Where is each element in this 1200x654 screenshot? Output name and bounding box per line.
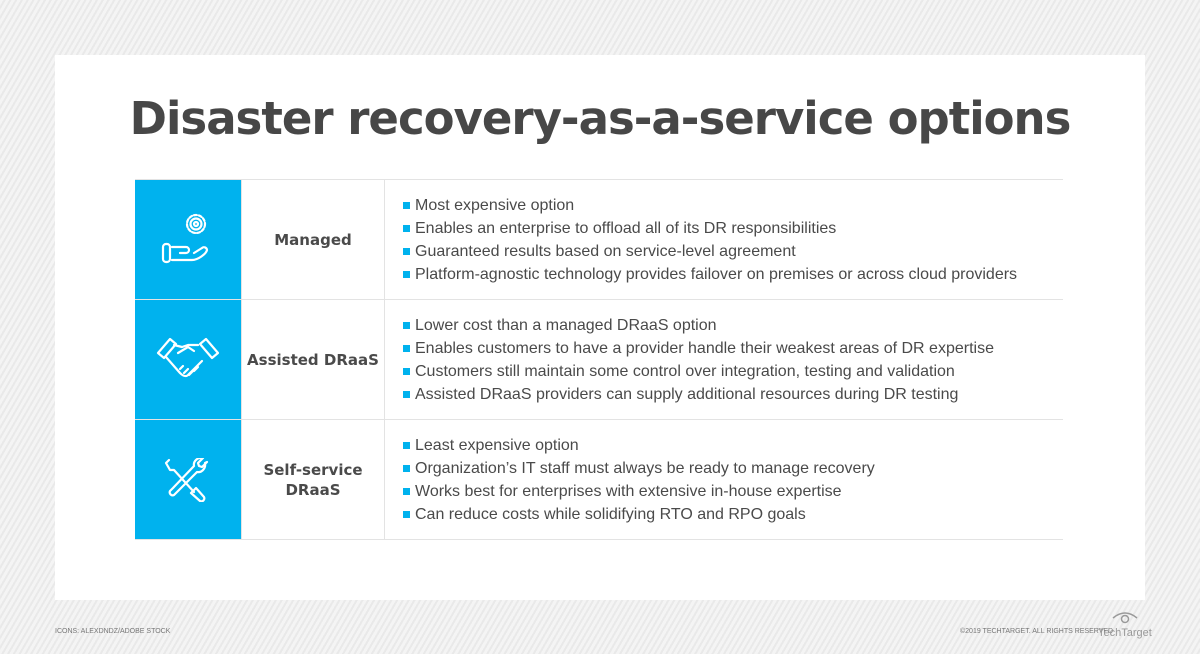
list-item: Lower cost than a managed DRaaS option (403, 314, 1063, 337)
logo-text: TechTarget (1098, 627, 1152, 639)
bullet-list (385, 180, 1063, 299)
icon-credits: ICONS: ALEXDNDZ/ADOBE STOCK (55, 628, 171, 635)
list-item: Organization’s IT staff must always be ready to manage recovery (403, 457, 1063, 480)
copyright: ©2019 TECHTARGET. ALL RIGHTS RESERVED (960, 628, 1114, 635)
table-row-self-service (135, 420, 1063, 540)
list-item: Assisted DRaaS providers can supply additional resources during DR testing (403, 383, 1063, 406)
list-item: Customers still maintain some control over integration, testing and validation (403, 360, 1063, 383)
list-item: Platform-agnostic technology provides failover on premises or across cloud providers (403, 263, 1063, 286)
list-item: Enables customers to have a provider handle their weakest areas of DR expertise (403, 337, 1063, 360)
bullet-list (385, 420, 1063, 539)
list-item: Can reduce costs while solidifying RTO and RPO goals (403, 503, 1063, 526)
options-table (135, 179, 1063, 540)
row-label: Self-service DRaaS (242, 420, 385, 539)
eye-icon (1111, 612, 1139, 624)
table-row-managed (135, 179, 1063, 300)
list-item: Enables an enterprise to offload all of its DR responsibilities (403, 217, 1063, 240)
handshake-icon (135, 300, 242, 419)
tools-icon (135, 420, 242, 539)
techtarget-logo (1098, 612, 1152, 639)
bullet-list (385, 300, 1063, 419)
page-title: Disaster recovery-as-a-service options (129, 92, 1071, 145)
table-row-assisted (135, 300, 1063, 420)
row-label: Assisted DRaaS (242, 300, 385, 419)
list-item: Guaranteed results based on service-level agreement (403, 240, 1063, 263)
row-label: Managed (242, 180, 385, 299)
list-item: Works best for enterprises with extensive in-house expertise (403, 480, 1063, 503)
list-item: Least expensive option (403, 434, 1063, 457)
hand-gear-icon (135, 180, 242, 299)
list-item: Most expensive option (403, 194, 1063, 217)
